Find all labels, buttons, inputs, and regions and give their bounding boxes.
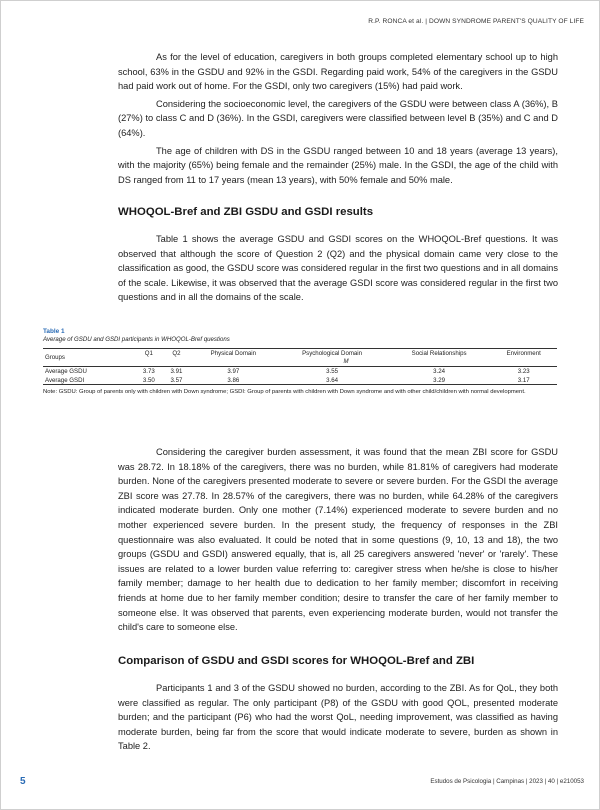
page-number: 5 bbox=[20, 776, 26, 787]
section-heading-results: WHOQOL-Bref and ZBI GSDU and GSDI results bbox=[118, 206, 374, 218]
row-label-gsdu: Average GSDU bbox=[45, 367, 87, 375]
running-head: R.P. RONCA et al. | DOWN SYNDROME PARENT'S QUALITY OF LIFE bbox=[368, 18, 584, 25]
table-label: Table 1 bbox=[43, 328, 65, 335]
paragraph-burden: Considering the caregiver burden assessment, it was found that the mean ZBI score for GSDU was 28.72. In 18.18% of the caregivers, there was no burden, while 81.81% of caregivers had moderate burden. None of the caregivers presented moderate to severe or severe burden. For the GSDI the average ZBI score was 27.78. In 28.57% of the caregivers, there was no burden, while 64.28% of the caregivers indicated moderate burden. Only one mother (7.14%) experienced moderate to severe burden and no mother experienced severe burden. In the present study, the frequency of responses in the ZBI questionnaire was also evaluated. It could be noted that in some questions (9, 10, 13 and 18), the two groups (GSDU and GSDI) answered equally, that is, all 25 caregivers answered 'never' or 'rarely'. These issues are related to a lower burden value referring to: caregiver stress when he/she is close to his/her family member; damage to her health due to dedication to her family member; discomfort in receiving friends at home due to her family member condition; desire to transfer the care of her family member to someone else. It was observed that parents, even experiencing moderate burden, would not transfer the child's care to someone else. bbox=[118, 447, 558, 633]
table-cell: 3.55 bbox=[326, 367, 338, 375]
table-cell: 3.24 bbox=[433, 367, 445, 375]
table-cell: 3.50 bbox=[135, 376, 163, 385]
table-row bbox=[43, 367, 557, 376]
column-header-social: Social Relationships bbox=[388, 349, 491, 358]
paragraph-children-age: The age of children with DS in the GSDU ranged between 10 and 18 years (average 13 years), with the majority (65%) being female and the remainder (25%) male. In the GSDI, the age of the child with DS ranged from 11 to 17 years (mean 13 years), with 50% female and 50% male. bbox=[118, 145, 558, 185]
column-header-environment: Environment bbox=[490, 349, 557, 358]
paragraph-comparison: Participants 1 and 3 of the GSDU showed no burden, according to the ZBI. As for QoL, they both were classified as regular. The only participant (P8) of the GSDU with good QOL, presented moderate burden; and the participant (P6) who had the worst QoL, needing improvement, was classified as having moderate burden, being far from the score that would indicate moderate to severe, burden as shown in Table 2. bbox=[118, 683, 558, 752]
row-label-gsdi: Average GSDI bbox=[43, 376, 135, 385]
column-header-psychological: Psychological Domain bbox=[276, 349, 387, 358]
table-cell: 3.64 bbox=[276, 376, 387, 385]
paragraph-education: As for the level of education, caregivers in both groups completed elementary school up to high school, 63% in the GSDU and 92% in the GSDI. Regarding paid work, 54% of the caregivers in the GSDU had paid work out of home. For the GSDI, only two caregivers (15%) had paid work. bbox=[118, 52, 558, 92]
table-header-row bbox=[43, 349, 557, 358]
table-cell: 3.86 bbox=[190, 376, 276, 385]
column-header-q1: Q1 bbox=[135, 349, 163, 358]
table-cell: 3.57 bbox=[163, 376, 191, 385]
mean-subheader: M bbox=[135, 358, 557, 367]
table-cell: 3.17 bbox=[490, 376, 557, 385]
table-cell: 3.23 bbox=[517, 367, 530, 375]
top-paragraphs bbox=[118, 50, 558, 187]
burden-section bbox=[118, 445, 558, 635]
table-cell: 3.29 bbox=[388, 376, 491, 385]
paragraph-socioeconomic: Considering the socioeconomic level, the caregivers of the GSDU were between class A (36%), B (27%) to class C and D (36%). In the GSDI, caregivers were classified between level B (35%) and C and D (64%). bbox=[118, 98, 558, 138]
table-1 bbox=[43, 328, 557, 396]
table-note: Note: GSDU: Group of parents only with children with Down syndrome; GSDI: Group of parents with children with Down syndrome and with other child/children with normal development. bbox=[43, 389, 526, 396]
column-header-q2: Q2 bbox=[163, 349, 191, 358]
paragraph-results: Table 1 shows the average GSDU and GSDI scores on the WHOQOL-Bref questions. It was observed that although the score of Question 2 (Q2) and the physical domain came very close to the classification as good, the GSDU score was considered regular in the first two questions and in all domains of the scale. Likewise, it was observed that the average GSDI score was considered regular in the first two questions and in all the domains of the scale. bbox=[118, 234, 558, 303]
journal-footer: Estudos de Psicologia | Campinas | 2023 | 40 | e210053 bbox=[430, 778, 584, 785]
table-cell: 3.97 bbox=[227, 367, 240, 375]
comparison-section bbox=[118, 681, 558, 754]
results-section bbox=[118, 232, 558, 305]
whoqol-table bbox=[43, 348, 557, 385]
table-cell: 3.91 bbox=[170, 367, 183, 375]
column-header-groups: Groups bbox=[43, 349, 135, 367]
column-header-physical: Physical Domain bbox=[190, 349, 276, 358]
table-caption: Average of GSDU and GSDI participants in WHOQOL-Bref questions bbox=[43, 336, 230, 343]
section-heading-comparison: Comparison of GSDU and GSDI scores for WHOQOL-Bref and ZBI bbox=[118, 655, 475, 667]
table-cell: 3.73 bbox=[142, 367, 155, 375]
table-row bbox=[43, 376, 557, 385]
